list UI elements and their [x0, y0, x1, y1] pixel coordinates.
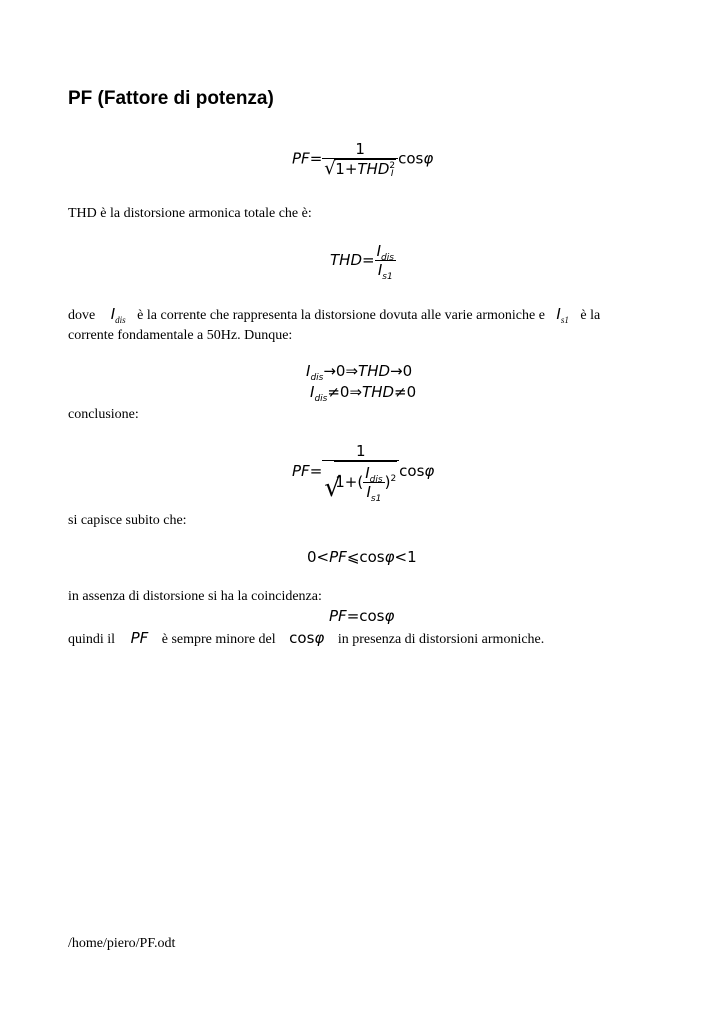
- eq-sup: 2: [389, 160, 396, 171]
- eq-fraction: [375, 242, 396, 282]
- eq-sub-dis: dis: [381, 253, 394, 263]
- eq-cos: cos: [399, 462, 425, 480]
- equation-coincidence: [329, 607, 394, 625]
- eq-sub: I: [390, 168, 394, 179]
- inline-sub-s1: s1: [560, 315, 569, 325]
- equation-limits-row1: [306, 362, 413, 383]
- eq-i: I: [310, 383, 315, 401]
- eq-i: I: [306, 362, 311, 380]
- eq-inner-fraction: [363, 464, 384, 504]
- text-corrente-distorsione: è la corrente che rappresenta la distorsione dovuta alle varie armoniche e: [137, 308, 545, 323]
- eq-end: →0: [390, 362, 413, 380]
- inline-pf: PF: [130, 629, 149, 647]
- eq-i-s1: I: [366, 483, 371, 501]
- footer-file-path: /home/piero/PF.odt: [68, 936, 176, 951]
- text-quindi-il: quindi il: [68, 632, 116, 647]
- paragraph-capisce: si capisce subito che:: [68, 513, 187, 528]
- paragraph-assenza: in assenza di distorsione si ha la coincidenza:: [68, 589, 322, 604]
- eq-denominator: [322, 158, 398, 178]
- eq-thd: THD: [358, 362, 391, 380]
- eq-end: ≠0: [394, 383, 417, 401]
- eq-equals-cos: =cos: [346, 607, 385, 625]
- inline-i-s1: I: [556, 305, 561, 323]
- eq-i-dis: I: [376, 242, 382, 260]
- paragraph-definitions-line2: corrente fondamentale a 50Hz. Dunque:: [68, 328, 293, 343]
- text-presenza-distorsioni: in presenza di distorsioni armoniche.: [337, 632, 545, 647]
- eq-i-dis: I: [365, 464, 370, 482]
- eq-sub: dis: [314, 394, 328, 404]
- eq-numerator: 1: [355, 140, 365, 158]
- eq-phi: φ: [384, 548, 395, 566]
- eq-fraction: [322, 442, 399, 504]
- eq-phi: φ: [424, 462, 435, 480]
- paragraph-definitions: [68, 303, 600, 327]
- eq-equals: =: [309, 462, 323, 480]
- eq-pf-symbol: PF: [292, 462, 310, 480]
- text-dove: dove: [68, 308, 96, 323]
- inline-i-dis: I: [110, 305, 116, 323]
- eq-sub: dis: [310, 373, 324, 383]
- equation-thd: [330, 242, 396, 282]
- eq-equals: =: [309, 149, 323, 168]
- text-sempre-minore: è sempre minore del: [161, 632, 276, 647]
- eq-denominator: [322, 460, 399, 504]
- paragraph-thd-intro: THD è la distorsione armonica totale che è:: [68, 206, 312, 221]
- eq-pf: PF: [329, 607, 347, 625]
- eq-equals: =: [362, 251, 375, 269]
- eq-sub-s1: s1: [382, 272, 393, 282]
- eq-phi: φ: [384, 607, 395, 625]
- paragraph-quindi: [68, 627, 544, 651]
- eq-pf: PF: [329, 548, 347, 566]
- eq-sub-s1: s1: [370, 494, 382, 504]
- equation-pf: [292, 140, 433, 178]
- paragraph-conclusione: conclusione:: [68, 407, 139, 422]
- eq-arrow: ≠0⇒: [327, 383, 363, 401]
- eq-le-cos: ⩽cos: [346, 548, 385, 566]
- eq-numerator: 1: [355, 442, 366, 460]
- equation-inequality: [307, 548, 417, 566]
- eq-phi: φ: [423, 149, 434, 168]
- eq-thd: THD: [357, 160, 390, 178]
- inline-sub-dis: dis: [115, 315, 126, 325]
- eq-zero-lt: 0<: [307, 548, 330, 566]
- inline-cos: cos: [289, 629, 315, 647]
- eq-sup: 2: [390, 474, 397, 484]
- text-e-la: è la: [580, 308, 601, 323]
- inline-phi: φ: [314, 629, 325, 647]
- eq-fraction: [322, 140, 398, 178]
- page-title: PF (Fattore di potenza): [68, 88, 274, 109]
- eq-sqrt: √ 1+THD 2 I: [324, 158, 396, 179]
- eq-sqrt: √ 1+( $\frac{I_{dis}}{I_{s1}}$ )$^2$: [324, 461, 397, 501]
- eq-pf-symbol: PF: [292, 149, 310, 168]
- eq-i-s1: I: [377, 261, 383, 279]
- eq-thd-symbol: THD: [330, 251, 362, 269]
- eq-plus: +: [344, 160, 358, 178]
- eq-sub-dis: dis: [369, 475, 383, 485]
- eq-lt-one: <1: [394, 548, 417, 566]
- eq-cos: cos: [398, 149, 424, 168]
- eq-one: 1: [335, 160, 345, 178]
- eq-thd: THD: [362, 383, 395, 401]
- equation-limits-row2: [310, 383, 417, 404]
- eq-one-plus: 1+(: [335, 473, 364, 491]
- equation-pf-expanded: [292, 442, 435, 504]
- eq-arrow: →0⇒: [323, 362, 359, 380]
- eq-close-paren: ): [384, 473, 391, 491]
